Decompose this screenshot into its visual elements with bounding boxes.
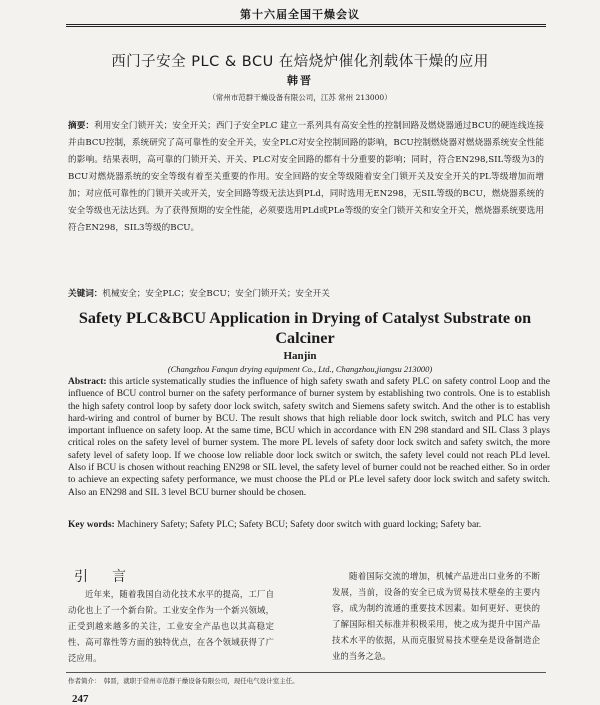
keywords-en-text: Machinery Safety; Safety PLC; Safety BCU; Safety door switch with guard locking; Safety bar.: [117, 520, 482, 530]
section-heading: 引言: [74, 569, 150, 585]
affiliation-en: (Changzhou Fanqun drying equipment Co., Ltd., Changzhou,jiangsu 213000): [167, 364, 433, 374]
keywords-cn: [68, 286, 544, 303]
header-rule: [66, 24, 546, 25]
abstract-en: [68, 376, 550, 499]
author-footnote: 作者简介： 韩晋，就职于常州市范群干燥设备有限公司，现任电气设计室主任。: [68, 677, 299, 685]
title-en: Safety PLC&BCU Application in Drying of Catalyst Substrate on Calciner: [78, 309, 532, 347]
footnote-rule: [66, 672, 546, 673]
keywords-cn-label: 关键词：: [68, 289, 103, 299]
intro-right-column: 随着国际交流的增加，机械产品进出口业务的不断发展，当前，设备的安全已成为贸易技术壁垒的主要内容，成为制约流通的重要技术因素。如何更好、更快的了解国际相关标准并积极采用，使之成为提升中国产品技术水平的依据，从而克服贸易技术壁垒是设备制造企业的当务之急。: [332, 571, 540, 661]
intro-left-column: 近年来，随着我国自动化技术水平的提高，工厂自动化也上了一个新台阶。工业安全作为一个新兴领域，正受到越来越多的关注，工业安全产品也以其高稳定性、高可靠性等方面的独特优点，在各个领域获得了广泛应用。: [68, 589, 274, 663]
title-cn: 西门子安全 PLC & BCU 在焙烧炉催化剂载体干燥的应用: [111, 54, 489, 70]
author-en: Hanjin: [283, 350, 317, 362]
affiliation-cn: （常州市范群干燥设备有限公司，江苏 常州 213000）: [208, 93, 392, 102]
abstract-cn: [68, 118, 544, 237]
keywords-en: [68, 519, 550, 531]
keywords-cn-text: 机械安全；安全PLC；安全BCU；安全门锁开关；安全开关: [102, 289, 330, 299]
page-number: 247: [72, 693, 89, 705]
abstract-en-text: this article systematically studies the influence of high safety swath and safety PLC on safety control Loop and the influence of BCU control burner on the safety performance of burner system by establishing two controls. One is to establish the high safety control loop by safety door lock switch, safety switch and Siemens safety switch. And the other is to establish hard-wiring and control of burner by BCU. The result shows that high reliable door lock switch, switch and PLC has very important influence on safety loop. At the same time, BCU which in accordance with EN 298 standard and SIL Class 3 plays critical roles on the safety level of burner system. The more PL levels of safety door lock switch and safety switch, the more safety level of safety loop. If we choose low reliable door lock switch or switch, the safety level could not reach PLd level. Also if BCU is chosen without reaching EN298 or SIL level, the safety level of burner could not be reached either. So in order to achieve an expecting safety performance, we must choose the PLd or PLe level safety door lock switch and safety switch. Also an EN298 and SIL 3 level BCU burner should be chosen.: [68, 377, 550, 498]
author-cn: 韩晋: [287, 74, 313, 87]
abstract-en-label: Abstract:: [68, 377, 107, 387]
header-rule-double: [66, 26, 546, 27]
abstract-cn-label: 摘要：: [68, 121, 95, 131]
running-head: 第十六届全国干燥会议: [240, 8, 360, 21]
keywords-en-label: Key words:: [68, 520, 115, 530]
abstract-cn-text: 利用安全门锁开关；安全开关；西门子安全PLC 建立一系列具有高安全性的控制回路及燃烧器通过BCU的硬连线连接并由BCU控制，系统研究了高可靠性的安全开关，安全PLC对安全控制回路的影响，BCU控制燃烧器对燃烧器系统安全性能的影响。结果表明，高可靠的门锁开关、开关、PLC对安全回路的都有十分重要的影响；同时，符合EN298,SIL等级为3的BCU对燃烧器系统的安全等级有着至关重要的作用。安全回路的安全等级随着安全门锁开关及安全开关的PL等级增加而增加；对应低可靠性的门锁开关或开关，安全回路等级无法达到PLd，同时选用无EN298，无SIL等级的BCU，燃烧器系统的安全等级也无法达到。为了获得预期的安全性能，必须要选用PLd或PLe等级的安全门锁开关和安全开关，燃烧器系统要选用符合EN298，SIL3等级的BCU。: [68, 121, 544, 233]
